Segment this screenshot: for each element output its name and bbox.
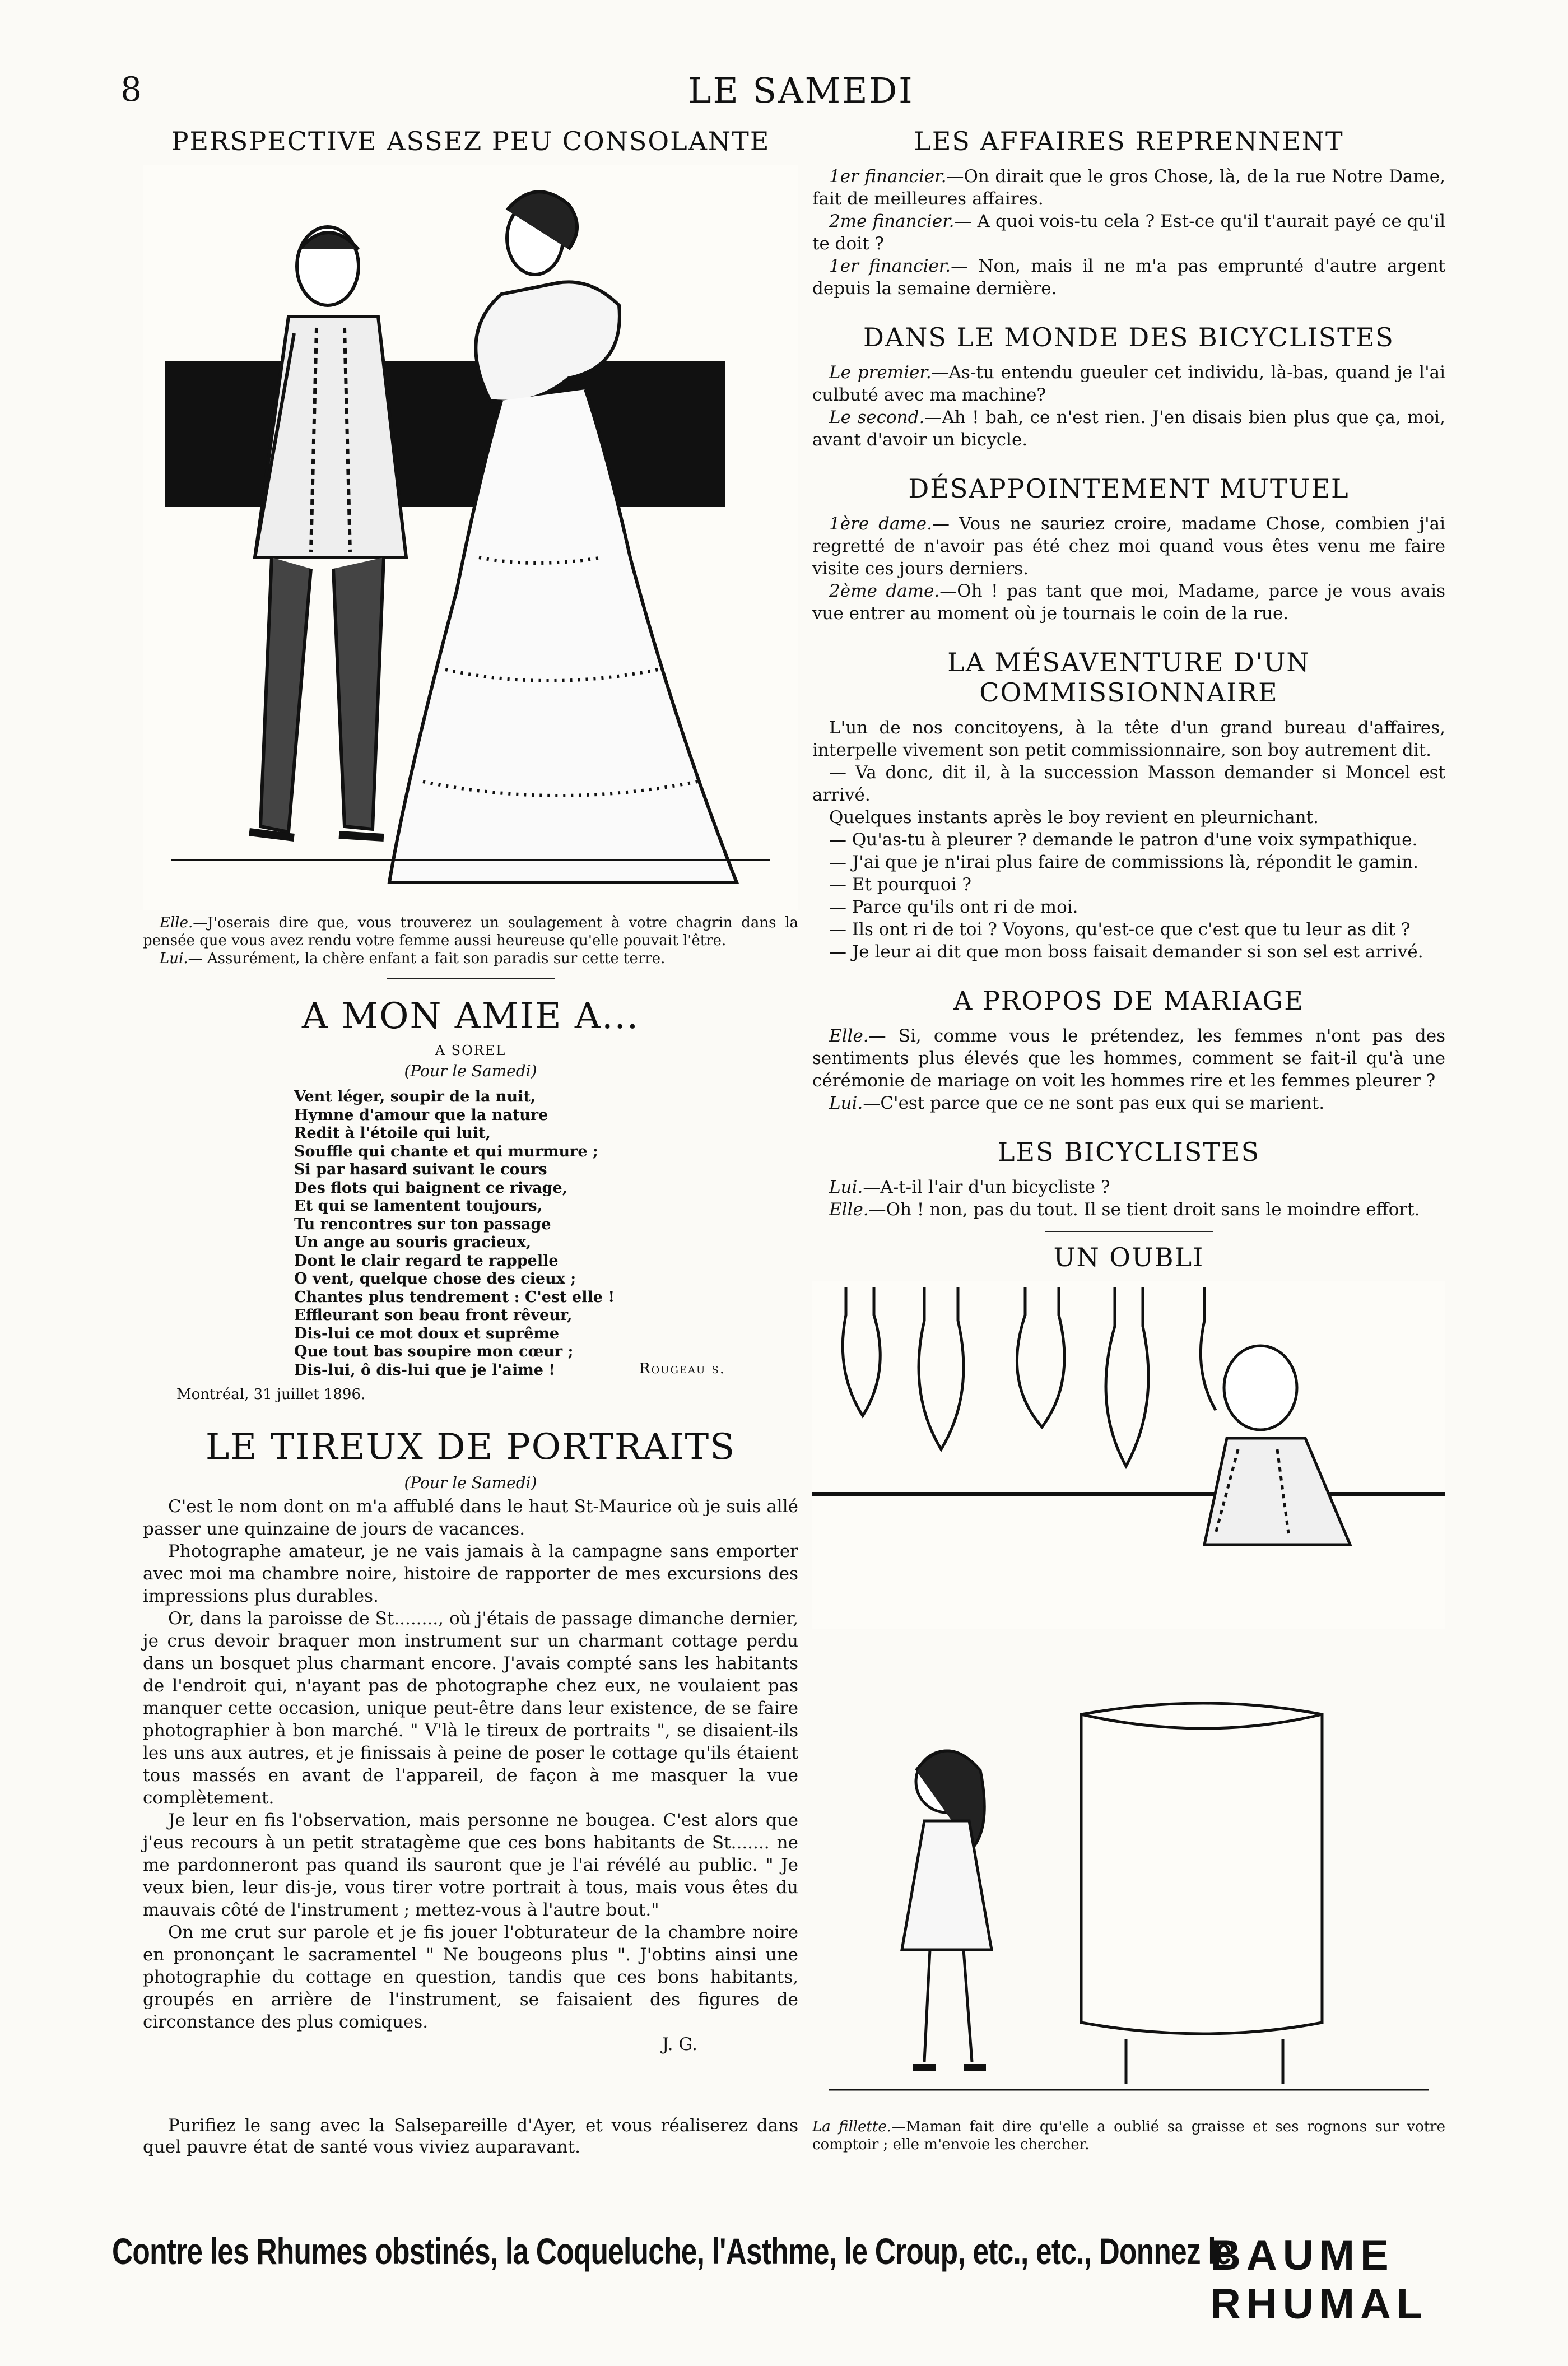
- ayer-advertisement: [143, 2115, 798, 2158]
- story-title: LE TIREUX DE PORTRAITS: [205, 1426, 736, 1468]
- caption-text: — Assurément, la chère enfant a fait son paradis sur cette terre.: [188, 950, 666, 967]
- caption-text: —Maman fait dire qu'elle a oublié sa graisse et ses rognons sur votre comptoir ; elle m'envoie les chercher.: [812, 2118, 1445, 2153]
- mesaventure-intro: L'un de nos concitoyens, à la tête d'un grand bureau d'affaires, interpelle vivement son petit commissionnaire, son boy autrement dit.: [812, 718, 1445, 760]
- butcher-scene-lower: [812, 1681, 1445, 2095]
- poem-line: Des flots qui baignent ce rivage,: [294, 1179, 568, 1197]
- left-column: [143, 126, 798, 2056]
- poem-author: Rougeau s.: [639, 1360, 725, 1377]
- baume-rhumal-advertisement: [112, 2230, 1485, 2328]
- right-column: [812, 126, 1445, 1629]
- speaker: Elle.: [829, 1026, 869, 1046]
- mesaventure-line: — Ils ont ri de toi ? Voyons, qu'est-ce que c'est que tu leur as dit ?: [829, 919, 1411, 940]
- poem-title: A MON AMIE A...: [301, 996, 640, 1037]
- dialog-text: — Non, mais il ne m'a pas emprunté d'autre argent depuis la semaine dernière.: [812, 256, 1445, 299]
- mesaventure-line: — Parce qu'ils ont ri de moi.: [829, 897, 1078, 917]
- speaker: Le second.: [829, 407, 925, 427]
- speaker: 1er financier.: [829, 256, 951, 276]
- poem-line: Si par hasard suivant le cours: [294, 1161, 547, 1178]
- dialog-text: —As-tu entendu gueuler cet individu, là-bas, quand je l'ai culbuté avec ma machine?: [812, 362, 1445, 405]
- dialog-text: —A-t-il l'air d'un bicycliste ?: [863, 1177, 1110, 1197]
- poem-line: Que tout bas soupire mon cœur ;: [294, 1343, 574, 1360]
- poem-line: Vent léger, soupir de la nuit,: [294, 1088, 536, 1105]
- speaker: 2me financier.: [829, 211, 955, 231]
- cartoon-title: PERSPECTIVE ASSEZ PEU CONSOLANTE: [171, 126, 770, 156]
- poem-line: Effleurant son beau front rêveur,: [294, 1307, 573, 1324]
- bicyclistes-title: LES BICYCLISTES: [997, 1137, 1260, 1167]
- oubli-caption: [812, 2118, 1445, 2154]
- story-signature: J. G.: [662, 2034, 697, 2054]
- dialog-text: — Si, comme vous le prétendez, les femmes n'ont pas des sentiments plus élevés que les hommes, comment se fait-il qu'à une cérémonie de mariage on voit les hommes rire et les femmes pleurer ?: [812, 1026, 1445, 1091]
- butcher-shop-illustration: [812, 1281, 1445, 1629]
- poem-line: Tu rencontres sur ton passage: [294, 1215, 551, 1233]
- mesaventure-line: — J'ai que je n'irai plus faire de commissions là, répondit le gamin.: [829, 852, 1419, 872]
- caption-speaker: La fillette.: [812, 2118, 892, 2135]
- poem-line: Hymne d'amour que la nature: [294, 1106, 548, 1124]
- dialog-text: — A quoi vois-tu cela ? Est-ce qu'il t'aurait payé ce qu'il te doit ?: [812, 211, 1445, 254]
- dialog-text: —Ah ! bah, ce n'est rien. J'en disais bien plus que ça, moi, avant d'avoir un bicycle.: [812, 407, 1446, 450]
- dialog-text: —Oh ! pas tant que moi, Madame, parce je vous avais vue entrer au moment où je tournais le coin de la rue.: [812, 581, 1446, 624]
- poem-line: O vent, quelque chose des cieux ;: [294, 1270, 576, 1287]
- caption-text: —J'oserais dire que, vous trouverez un soulagement à votre chagrin dans la pensée que vous avez rendu votre femme aussi heureuse qu'elle pouvait l'être.: [143, 914, 798, 949]
- dialog-text: — Vous ne sauriez croire, madame Chose, combien j'ai regretté de n'avoir pas été chez moi quand vous êtes venu me faire visite ces jours derniers.: [812, 514, 1445, 579]
- story-paragraph: C'est le nom dont on m'a affublé dans le haut St-Maurice où je suis allé passer une quinzaine de jours de vacances.: [143, 1496, 798, 1539]
- poem-line: Et qui se lamentent toujours,: [294, 1197, 543, 1215]
- poem-body: [294, 1088, 798, 1379]
- dialog-text: —Oh ! non, pas du tout. Il se tient droit sans le moindre effort.: [868, 1200, 1420, 1220]
- divider: [1045, 1231, 1213, 1232]
- story-paragraph: On me crut sur parole et je fis jouer l'obturateur de la chambre noire en prononçant le sacramentel " Ne bougeons plus ". J'obtins ainsi une photographie du cottage en question, tandis que ces bons habitants, groupés en arrière de l'instrument, se faisaient des figures de circonstance des plus comiques.: [143, 1922, 798, 2032]
- poem-dedication: A SOREL: [435, 1043, 506, 1058]
- poem-line: Dis-lui ce mot doux et suprême: [294, 1324, 560, 1342]
- cyclistes-title: DANS LE MONDE DES BICYCLISTES: [863, 322, 1394, 352]
- ad-brand: BAUME RHUMAL: [1210, 2232, 1429, 2328]
- story-body: [143, 1495, 798, 2056]
- poem-place-date: Montréal, 31 juillet 1896.: [176, 1386, 366, 1403]
- story-paragraph: Or, dans la paroisse de St........, où j'étais de passage dimanche dernier, je crus devoir braquer mon instrument sur un charmant cottage perdu dans un bosquet plus charmant encore. J'avais compté sans les habitants de l'endroit qui, n'ayant pas de photographe chez eux, ne voulaient pas manquer cette occasion, unique peut-être dans leur existence, de se faire photographier à bon marché. " V'là le tireux de portraits ", se disaient-ils les uns aux autres, et je finissais à peine de poser le cottage qu'ils étaient tous massés en avant de l'appareil, de façon à me masquer la vue complètement.: [143, 1609, 798, 1808]
- poem-line: Souffle qui chante et qui murmure ;: [294, 1142, 598, 1160]
- mariage-title: A PROPOS DE MARIAGE: [953, 986, 1304, 1016]
- story-paragraph: Photographe amateur, je ne vais jamais à la campagne sans emporter avec moi ma chambre noire, histoire de rapporter de mes excursions des impressions plus durables.: [143, 1541, 798, 1606]
- couple-illustration: [143, 165, 798, 910]
- speaker: Le premier.: [829, 362, 932, 383]
- desappointement-title: DÉSAPPOINTEMENT MUTUEL: [908, 473, 1350, 504]
- masthead: LE SAMEDI: [688, 70, 914, 111]
- poem-line: Chantes plus tendrement : C'est elle !: [294, 1288, 615, 1306]
- speaker: 1er financier.: [829, 166, 947, 187]
- page-number: 8: [120, 70, 142, 109]
- cartoon-caption: [143, 914, 798, 968]
- speaker: 1ère dame.: [829, 514, 932, 534]
- poem-for-line: (Pour le Samedi): [404, 1062, 537, 1080]
- poem-line: Redit à l'étoile qui luit,: [294, 1124, 491, 1142]
- mesaventure-line: Quelques instants après le boy revient en pleurnichant.: [829, 807, 1319, 828]
- man-figure: [249, 227, 406, 838]
- mesaventure-line: — Je leur ai dit que mon boss faisait demander si son sel est arrivé.: [829, 942, 1423, 962]
- affaires-title: LES AFFAIRES REPRENNENT: [914, 126, 1344, 156]
- poem-line: Un ange au souris gracieux,: [294, 1234, 532, 1251]
- dialog-text: —C'est parce que ce ne sont pas eux qui se marient.: [863, 1093, 1325, 1113]
- oubli-title: UN OUBLI: [1053, 1242, 1204, 1272]
- mesaventure-line: — Qu'as-tu à pleurer ? demande le patron d'une voix sympathique.: [829, 830, 1418, 850]
- speaker: 2ème dame.: [829, 581, 940, 601]
- story-for-line: (Pour le Samedi): [404, 1473, 537, 1492]
- dialog-text: —On dirait que le gros Chose, là, de la rue Notre Dame, fait de meilleures affaires.: [812, 166, 1445, 209]
- caption-speaker: Lui.: [160, 950, 188, 967]
- divider: [387, 978, 555, 979]
- poem-line: Dis-lui, ô dis-lui que je l'aime !: [294, 1361, 556, 1379]
- ad-text: Contre les Rhumes obstinés, la Coqueluche, l'Asthme, le Croup, etc., etc., Donnez le: [112, 2230, 1231, 2272]
- poem-line: Dont le clair regard te rappelle: [294, 1252, 559, 1270]
- mesaventure-title: LA MÉSAVENTURE D'UN COMMISSIONNAIRE: [947, 647, 1310, 708]
- ayer-text: Purifiez le sang avec la Salsepareille d'Ayer, et vous réaliserez dans quel pauvre état de santé vous viviez auparavant.: [143, 2116, 798, 2157]
- mesaventure-line: — Et pourquoi ?: [829, 875, 971, 895]
- page-header: [0, 70, 1568, 120]
- speaker: Lui.: [829, 1093, 863, 1113]
- speaker: Lui.: [829, 1177, 863, 1197]
- story-paragraph: Je leur en fis l'observation, mais personne ne bougea. C'est alors que j'eus recours à un petit stratagème que ces bons habitants de St....... ne me pardonneront pas quand ils sauront que je l'ai révélé au public. " Je veux bien, leur dis-je, vous tirer votre portrait à tous, mais vous êtes du mauvais côté de l'instrument ; mettez-vous à l'autre bout.": [143, 1810, 798, 1920]
- woman-figure: [389, 192, 737, 882]
- speaker: Elle.: [829, 1200, 869, 1220]
- mesaventure-line: — Va donc, dit il, à la succession Masson demander si Moncel est arrivé.: [812, 763, 1445, 805]
- caption-speaker: Elle.: [160, 914, 193, 931]
